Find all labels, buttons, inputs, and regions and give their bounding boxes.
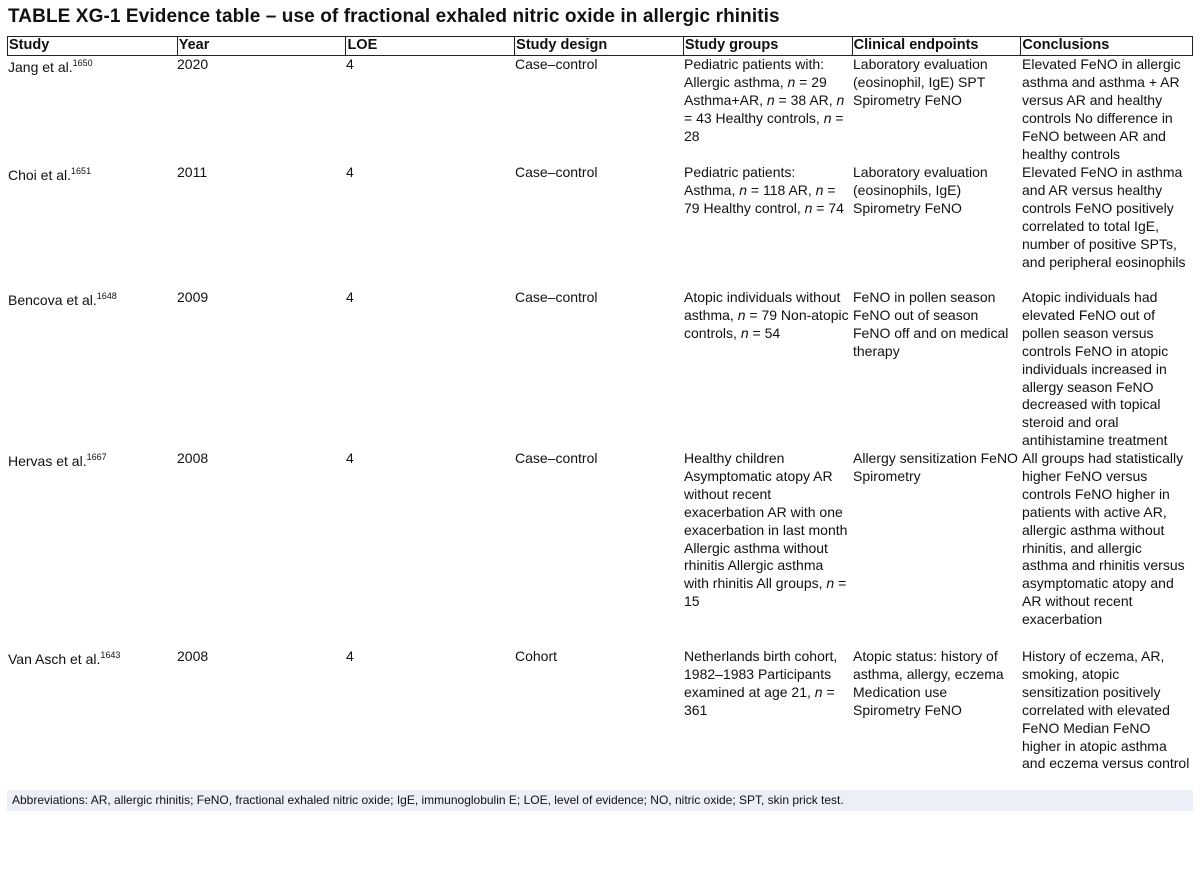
endpoints-cell: Laboratory evaluation (eosinophils, IgE) Spirometry FeNO (853, 164, 988, 216)
header-clinical-endpoints: Clinical endpoints (852, 37, 1021, 55)
design-cell: Case–control (515, 289, 598, 305)
endpoints-cell: Allergy sensitization FeNO Spirometry (853, 450, 1018, 484)
table-row (7, 56, 1193, 164)
endpoints-cell: Laboratory evaluation (eosinophil, IgE) SPT Spirometry FeNO (853, 56, 988, 108)
table-row (7, 648, 1193, 790)
groups-cell: Pediatric patients with: Allergic asthma, n = 29 Asthma+AR, n = 38 AR, n = 43 Healthy controls, n = 28 (684, 56, 845, 144)
conclusions-cell: Elevated FeNO in allergic asthma and asthma + AR versus AR and healthy controls No difference in FeNO between AR and healthy controls (1022, 56, 1181, 162)
groups-cell: Netherlands birth cohort, 1982–1983 Participants examined at age 21, n = 361 (684, 648, 838, 718)
header-conclusions: Conclusions (1020, 37, 1192, 55)
endpoints-cell: Atopic status: history of asthma, allergy, eczema Medication use Spirometry FeNO (853, 648, 1004, 718)
study-name: Bencova et al. (8, 292, 97, 308)
conclusions-cell: Elevated FeNO in asthma and AR versus healthy controls FeNO positively correlated to total IgE, number of positive SPTs, and peripheral eosinophils (1022, 164, 1186, 270)
header-study-design: Study design (514, 37, 683, 55)
design-cell: Case–control (515, 56, 598, 72)
conclusions-cell: Atopic individuals had elevated FeNO out of pollen season versus controls FeNO in atopic individuals increased in allergy season FeNO decreased with topical steroid and oral antihistamine treatment (1022, 289, 1169, 449)
design-cell: Cohort (515, 648, 558, 664)
reference-number: 1651 (71, 166, 92, 176)
year-cell: 2009 (177, 289, 209, 305)
header-study: Study (9, 37, 50, 53)
design-cell: Case–control (515, 450, 598, 466)
loe-cell: 4 (346, 289, 354, 305)
reference-number: 1648 (96, 291, 117, 301)
endpoints-cell: FeNO in pollen season FeNO out of season FeNO off and on medical therapy (853, 289, 1009, 359)
reference-number: 1667 (86, 452, 107, 462)
study-cell (7, 289, 176, 450)
conclusions-cell: All groups had statistically higher FeNO versus controls FeNO higher in patients with active AR, allergic asthma without rhinitis, and allergic asthma and rhinitis versus asymptomatic atopy and AR without recent exacerbation (1022, 450, 1185, 628)
groups-cell: Healthy children Asymptomatic atopy AR without recent exacerbation AR with one exacerbation in last month Allergic asthma without rhinitis Allergic asthma with rhinitis All groups, n = 15 (684, 450, 848, 610)
loe-cell: 4 (346, 648, 354, 664)
study-cell (7, 450, 176, 648)
design-cell: Case–control (515, 164, 598, 180)
year-cell: 2020 (177, 56, 209, 72)
reference-number: 1650 (72, 58, 93, 68)
study-name: Van Asch et al. (8, 651, 101, 667)
loe-cell: 4 (346, 164, 354, 180)
study-name: Choi et al. (8, 167, 72, 183)
groups-cell: Pediatric patients: Asthma, n = 118 AR, n = 79 Healthy control, n = 74 (684, 164, 844, 216)
loe-cell: 4 (346, 450, 354, 466)
reference-number: 1643 (100, 650, 121, 660)
evidence-table (7, 36, 1193, 790)
table-row (7, 289, 1193, 450)
study-cell (7, 56, 176, 164)
study-cell (7, 648, 176, 790)
header-study-groups: Study groups (683, 37, 852, 55)
year-cell: 2011 (177, 164, 208, 180)
study-name: Jang et al. (8, 59, 73, 75)
groups-cell: Atopic individuals without asthma, n = 79 Non-atopic controls, n = 54 (684, 289, 849, 341)
abbreviations-footnote: Abbreviations: AR, allergic rhinitis; FeNO, fractional exhaled nitric oxide; IgE, immunoglobulin E; LOE, level of evidence; NO, nitric oxide; SPT, skin prick test. (7, 790, 1193, 811)
table-row (7, 164, 1193, 289)
year-cell: 2008 (177, 450, 209, 466)
table-title: TABLE XG‑1 Evidence table – use of fractional exhaled nitric oxide in allergic rhinitis (8, 6, 780, 27)
table-row (7, 450, 1193, 648)
header-year: Year (177, 37, 346, 55)
table-header (7, 36, 1193, 56)
loe-cell: 4 (346, 56, 354, 72)
conclusions-cell: History of eczema, AR, smoking, atopic sensitization positively correlated with elevated FeNO Median FeNO higher in atopic asthma and eczema versus control (1022, 648, 1190, 772)
study-name: Hervas et al. (8, 453, 87, 469)
header-loe: LOE (345, 37, 514, 55)
year-cell: 2008 (177, 648, 209, 664)
study-cell (7, 164, 176, 289)
